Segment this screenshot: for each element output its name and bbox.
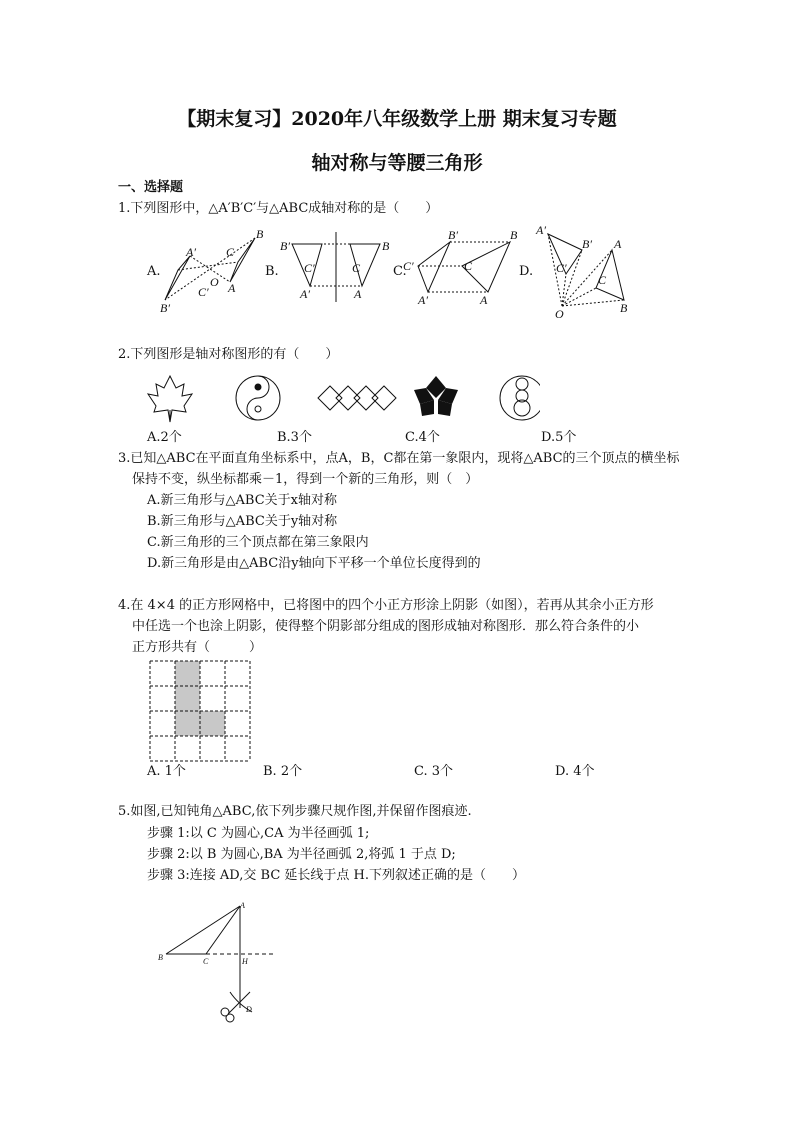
q2-option-c: C.4个 xyxy=(405,430,440,445)
q5-figure xyxy=(150,896,290,1026)
svg-text:O: O xyxy=(210,275,219,289)
svg-text:A: A xyxy=(354,287,362,301)
q2-option-a: A.2个 xyxy=(147,430,182,445)
svg-text:H: H xyxy=(242,957,248,966)
q2-option-b: B.3个 xyxy=(277,430,312,445)
svg-text:D: D xyxy=(246,1005,252,1014)
svg-text:A: A xyxy=(480,293,488,307)
shaded-cell xyxy=(175,686,200,711)
svg-text:B: B xyxy=(158,953,163,962)
q4-option-b: B. 2个 xyxy=(263,764,303,779)
svg-text:B: B xyxy=(382,239,390,253)
svg-text:B′: B′ xyxy=(280,239,290,253)
svg-text:B: B xyxy=(620,301,628,315)
svg-text:B: B xyxy=(510,228,518,242)
q1-option-c: C. xyxy=(393,264,407,279)
q1-option-d: D. xyxy=(519,264,534,279)
q1-figures xyxy=(150,222,640,322)
yin-yang-icon xyxy=(236,376,280,420)
svg-text:C: C xyxy=(598,273,607,287)
q1-option-a: A. xyxy=(147,264,161,279)
q2-option-d: D.5个 xyxy=(541,430,577,445)
svg-text:C′: C′ xyxy=(403,259,414,273)
q3-option-d: D.新三角形是由△ABC沿y轴向下平移一个单位长度得到的 xyxy=(147,556,481,571)
q4-grid xyxy=(149,659,253,763)
svg-text:C: C xyxy=(464,259,473,273)
svg-text:A′: A′ xyxy=(186,245,196,259)
q3-option-a: A.新三角形与△ABC关于x轴对称 xyxy=(147,493,337,508)
pentagon-petal-icon xyxy=(414,376,458,416)
q3-stem-line1: 3.已知△ABC在平面直角坐标系中，点A，B，C都在第一象限内，现将△ABC的三个顶点的横坐标 xyxy=(118,451,680,466)
q4-option-d: D. 4个 xyxy=(555,764,595,779)
shaded-cell xyxy=(200,711,225,736)
svg-text:B′: B′ xyxy=(448,228,458,242)
svg-text:C′: C′ xyxy=(198,285,209,299)
q2-stem: 2.下列图形是轴对称图形的有（ ） xyxy=(118,347,339,362)
svg-text:A: A xyxy=(240,901,245,910)
page-title: 【期末复习】2020年八年级数学上册 期末复习专题 xyxy=(177,108,617,130)
svg-text:O: O xyxy=(555,307,564,321)
q4-option-a: A. 1个 xyxy=(147,764,186,779)
q4-stem-line3: 正方形共有（ ） xyxy=(132,640,263,655)
q1-option-b: B. xyxy=(265,264,279,279)
q5-stem: 5.如图,已知钝角△ABC,依下列步骤尺规作图,并保留作图痕迹. xyxy=(118,804,472,819)
q4-stem-line1: 4.在 4×4 的正方形网格中，已将图中的四个小正方形涂上阴影（如图），若再从其余小正方形 xyxy=(118,598,654,613)
svg-text:C′: C′ xyxy=(304,261,315,275)
page-subtitle: 轴对称与等腰三角形 xyxy=(311,152,483,174)
q3-option-b: B.新三角形与△ABC关于y轴对称 xyxy=(147,514,338,529)
svg-text:A′: A′ xyxy=(300,287,310,301)
svg-text:A′: A′ xyxy=(536,223,546,237)
q2-figures xyxy=(140,372,540,428)
svg-text:B′: B′ xyxy=(582,237,592,251)
svg-text:A′: A′ xyxy=(418,293,428,307)
q5-step-1: 步骤 1:以 C 为圆心,CA 为半径画弧 1; xyxy=(147,826,370,841)
q3-option-c: C.新三角形的三个顶点都在第三象限内 xyxy=(147,535,369,550)
svg-text:A: A xyxy=(614,237,622,251)
q5-step-3: 步骤 3:连接 AD,交 BC 延长线于点 H.下列叙述正确的是（ ） xyxy=(147,868,526,883)
maple-leaf-icon xyxy=(148,376,192,422)
svg-text:C: C xyxy=(203,957,209,966)
svg-text:B′: B′ xyxy=(160,301,170,315)
shaded-cell xyxy=(175,661,200,686)
svg-text:C: C xyxy=(226,245,235,259)
q1-stem: 1.下列图形中，△A′B′C′与△ABC成轴对称的是（ ） xyxy=(118,201,439,216)
shaded-cell xyxy=(175,711,200,736)
knot-pattern-icon xyxy=(318,386,396,410)
q4-stem-line2: 中任选一个也涂上阴影，使得整个阴影部分组成的图形成轴对称图形．那么符合条件的小 xyxy=(132,619,640,634)
svg-text:C: C xyxy=(352,261,361,275)
section-heading: 一、选择题 xyxy=(118,180,184,195)
svg-text:A: A xyxy=(228,281,236,295)
q4-option-c: C. 3个 xyxy=(414,764,454,779)
svg-text:B: B xyxy=(256,227,264,241)
q1-figure-a xyxy=(165,238,255,300)
q3-stem-line2: 保持不变，纵坐标都乘－1，得到一个新的三角形，则（ ） xyxy=(132,472,479,487)
q5-step-2: 步骤 2:以 B 为圆心,BA 为半径画弧 2,将弧 1 于点 D; xyxy=(147,847,456,862)
stacked-circles-icon xyxy=(500,376,540,420)
svg-text:C′: C′ xyxy=(556,261,567,275)
